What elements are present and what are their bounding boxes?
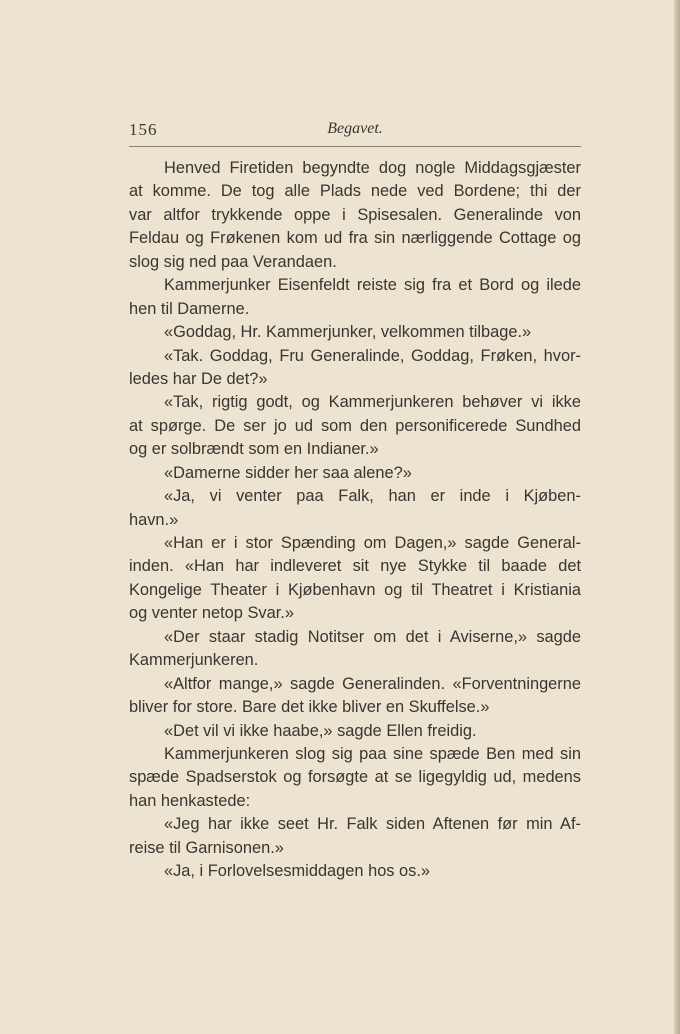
text-line: var altfor trykkende oppe i Spisesalen. Generalinde von <box>129 205 581 224</box>
text-line: Kongelige Theater i Kjøbenhavn og til Theatret i Kristiania <box>129 580 581 599</box>
text-line: at spørge. De ser jo ud som den personificerede Sundhed <box>129 416 581 435</box>
text-line: «Det vil vi ikke haabe,» sagde Ellen freidig. <box>164 721 477 740</box>
text-line: Henved Firetiden begyndte dog nogle Middagsgjæster <box>164 159 581 177</box>
text-line: hen til Damerne. <box>129 299 250 318</box>
text-line: spæde Spadserstok og forsøgte at se ligegyldig ud, medens <box>129 768 581 787</box>
text-line: og er solbrændt som en Indianer.» <box>129 440 379 459</box>
text-line: han henkastede: <box>129 791 251 810</box>
text-line: «Goddag, Hr. Kammerjunker, velkommen tilbage.» <box>164 323 532 342</box>
text-line: Kammerjunkeren. <box>129 651 259 670</box>
text-line: «Ja, i Forlovelsesmiddagen hos os.» <box>164 862 431 881</box>
text-line: «Ja, vi venter paa Falk, han er inde i Kjøben- <box>164 487 581 506</box>
text-line: «Tak, rigtig godt, og Kammerjunkeren behøver vi ikke <box>164 393 581 412</box>
text-line: «Altfor mange,» sagde Generalinden. «Forventningerne <box>164 674 581 693</box>
text-line: «Tak. Goddag, Fru Generalinde, Goddag, Frøken, hvor- <box>164 346 581 365</box>
text-line: slog sig ned paa Verandaen. <box>129 252 337 271</box>
text-line: «Der staar stadig Notitser om det i Aviserne,» sagde <box>164 627 581 646</box>
text-line: at komme. De tog alle Plads nede ved Bordene; thi der <box>129 182 581 201</box>
text-line: og venter netop Svar.» <box>129 604 294 623</box>
text-line: bliver for store. Bare det ikke bliver en Skuffelse.» <box>129 698 490 717</box>
text-line: «Damerne sidder her saa alene?» <box>164 463 412 482</box>
running-title: Begavet. <box>327 120 383 137</box>
page-header <box>129 116 581 147</box>
page-number: 156 <box>129 120 158 139</box>
text-line: Kammerjunker Eisenfeldt reiste sig fra et Bord og ilede <box>164 276 581 295</box>
text-line: reise til Garnisonen.» <box>129 838 284 857</box>
page-edge <box>674 0 680 1034</box>
text-line: Feldau og Frøkenen kom ud fra sin nærliggende Cottage og <box>129 229 581 248</box>
text-line: «Jeg har ikke seet Hr. Falk siden Aftenen før min Af- <box>164 815 581 834</box>
text-line: inden. «Han har indleveret sit nye Stykke til baade det <box>129 557 581 576</box>
body-text <box>129 157 581 884</box>
text-line: havn.» <box>129 510 179 529</box>
text-line: «Han er i stor Spænding om Dagen,» sagde General- <box>164 534 581 552</box>
text-line: Kammerjunkeren slog sig paa sine spæde Ben med sin <box>164 744 581 763</box>
text-line: ledes har De det?» <box>129 369 268 388</box>
